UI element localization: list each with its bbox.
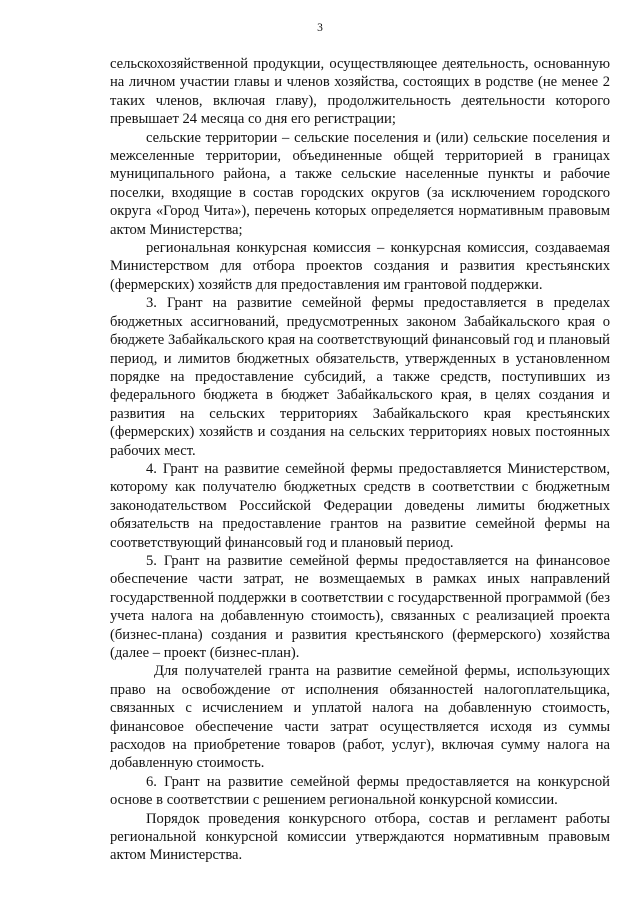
paragraph-regional-commission: региональная конкурсная комиссия – конкурсная комиссия, создаваемая Министерством для отбора проектов создания и развития крестьянских (фермерских) хозяйств для предоставления им грантовой поддержки. [110,240,610,293]
paragraph-rural-territories: сельские территории – сельские поселения и (или) сельские поселения и межселенные территории, объединенные общей территорией в границах муниципального района, а также сельские населенные пункты и рабочие поселки, входящие в состав городских округов (за исключением городского округа «Город Чита»), перечень которых определяется нормативным правовым актом Министерства; [110,129,610,238]
paragraph-item-5: 5. Грант на развитие семейной фермы предоставляется на финансовое обеспечение части затрат, не возмещаемых в рамках иных направлений государственной поддержки в соответствии с государственной программой (без учета налога на добавленную стоимость), связанных с реализацией проекта (бизнес-плана) создания и развития крестьянского (фермерского) хозяйства (далее – проект (бизнес-план). [110,552,610,661]
paragraph-item-4: 4. Грант на развитие семейной фермы предоставляется Министерством, которому как получателю бюджетных средств в соответствии с бюджетным законодательством Российской Федерации доведены лимиты бюджетных обязательств на предоставление грантов на развитие семейной фермы на соответствующий финансовый год и плановый период. [110,460,610,551]
page-number: 3 [317,22,323,34]
paragraph-vat-exemption: Для получателей гранта на развитие семейной фермы, использующих право на освобождение от исполнения обязанностей налогоплательщика, связанных с исчислением и уплатой налога на добавленную стоимость, финансовое обеспечение части затрат осуществляется исходя из суммы расходов на приобретение товаров (работ, услуг), включая сумму налога на добавленную стоимость. [110,663,610,772]
paragraph-item-3: 3. Грант на развитие семейной фермы предоставляется в пределах бюджетных ассигнований, предусмотренных законом Забайкальского края о бюджете Забайкальского края на соответствующий финансовый год и плановый период, и лимитов бюджетных обязательств, утвержденных в установленном порядке на предоставление субсидий, а также средств, поступивших из федерального бюджета в бюджет Забайкальского края, в целях создания и развития на сельских территориях Забайкальского края крестьянских (фермерских) хозяйств и создания на сельских территориях новых постоянных рабочих мест. [110,295,610,459]
paragraph-item-6: 6. Грант на развитие семейной фермы предоставляется на конкурсной основе в соответствии с решением региональной конкурсной комиссии. [110,773,610,809]
paragraph-selection-procedure: Порядок проведения конкурсного отбора, состав и регламент работы региональной конкурсной комиссии утверждаются нормативным правовым актом Министерства. [110,810,610,864]
paragraph-farm-definition-continued: сельскохозяйственной продукции, осуществляющее деятельность, основанную на личном участии главы и членов хозяйства, состоящих в родстве (не менее 2 таких членов, включая главу), продолжительность деятельности которого превышает 24 месяца со дня его регистрации; [110,56,610,128]
document-body [110,55,610,865]
